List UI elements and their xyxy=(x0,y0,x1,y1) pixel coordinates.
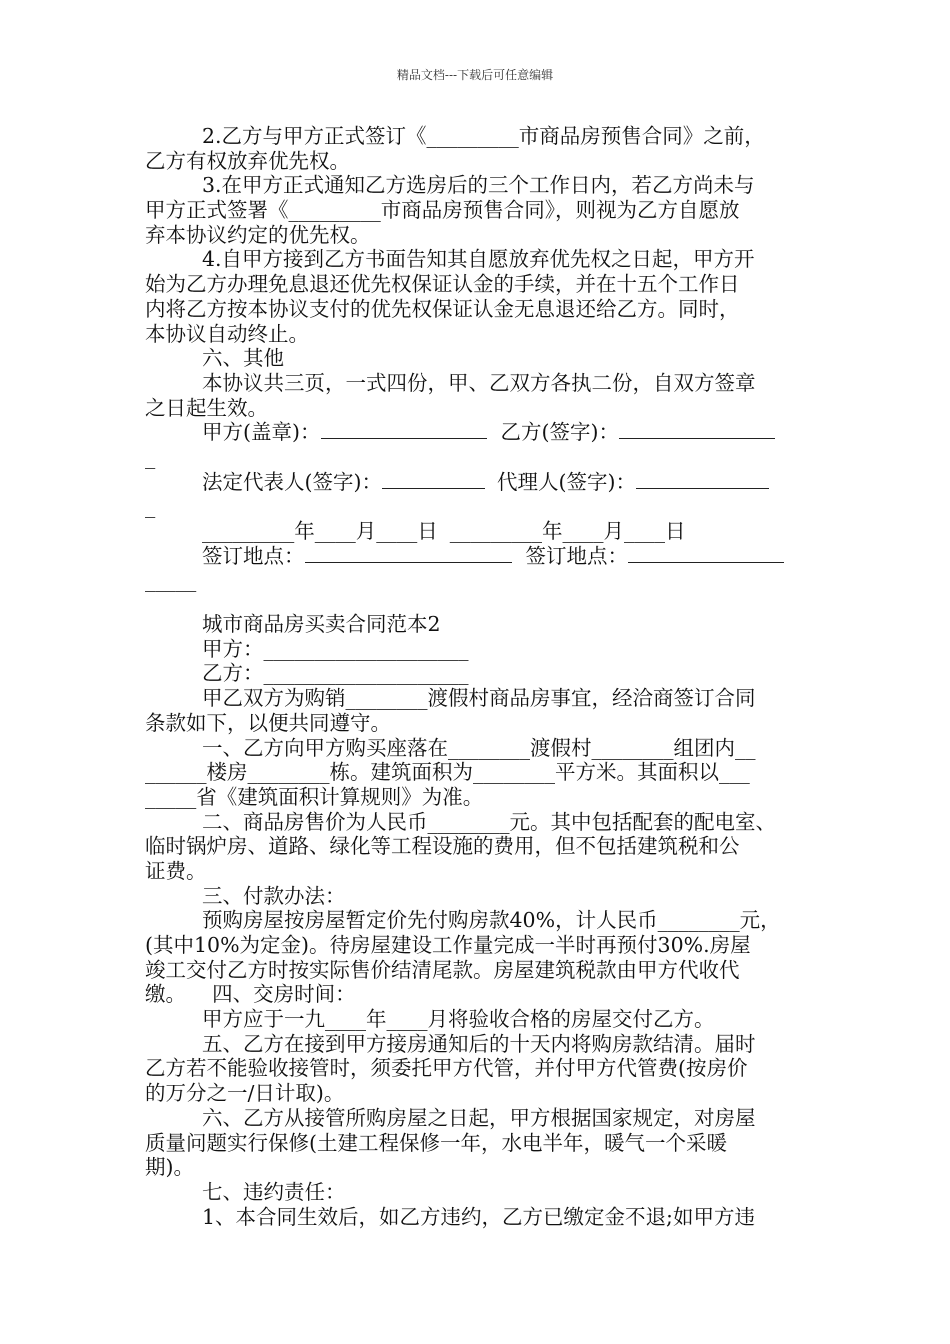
paragraph-line: 临时锅炉房、道路、绿化等工程设施的费用，但不包括建筑税和公 xyxy=(145,834,740,859)
paragraph-line: ______楼房________栋。建筑面积为________平方米。其面积以___ xyxy=(145,760,750,785)
paragraph-line: 七、违约责任： xyxy=(202,1179,346,1204)
paragraph-line: 六、其他 xyxy=(202,346,284,371)
signature-row-rep xyxy=(145,470,813,495)
paragraph-line: 甲方：____________________ xyxy=(202,636,469,661)
date-field-b[interactable]: _________年____月____日 xyxy=(449,519,686,543)
legal-rep-field[interactable] xyxy=(382,470,485,489)
trailing-underscore: _ xyxy=(145,494,156,519)
place-field-a[interactable] xyxy=(305,544,512,563)
place-label-b: 签订地点： xyxy=(525,543,628,568)
paragraph-line: 甲方正式签署《_________市商品房预售合同》，则视为乙方自愿放 xyxy=(145,198,740,223)
agent-field[interactable] xyxy=(636,470,769,489)
paragraph-line: 五、乙方在接到甲方接房通知后的十天内将购房款结清。届时 xyxy=(202,1031,756,1056)
signature-row-place xyxy=(145,544,813,569)
paragraph-line: 城市商品房买卖合同范本2 xyxy=(202,612,441,637)
signature-row-seal xyxy=(145,420,813,445)
contract-template-block xyxy=(145,612,813,1229)
paragraph-line: 乙方有权放弃优先权。 xyxy=(145,148,350,173)
party-a-seal-field[interactable] xyxy=(321,420,487,439)
trailing-underscore: _____ xyxy=(145,568,197,593)
paragraph-line: 乙方：____________________ xyxy=(202,661,469,686)
paragraph-line: 六、乙方从接管所购房屋之日起，甲方根据国家规定，对房屋 xyxy=(202,1105,756,1130)
paragraph-line: (其中10%为定金)。待房屋建设工作量完成一半时再预付30%.房屋 xyxy=(145,933,751,957)
paragraph-line: 一、乙方向甲方购买座落在________渡假村________组团内__ xyxy=(202,735,756,760)
signature-row-date xyxy=(145,519,813,544)
paragraph-line: 三、付款办法： xyxy=(202,883,346,908)
agent-label: 代理人(签字)： xyxy=(497,469,636,494)
trailing-underscore: _ xyxy=(145,444,156,469)
paragraph-line: 之日起生效。 xyxy=(145,395,268,420)
paragraph-line: 2.乙方与甲方正式签订《_________市商品房预售合同》之前， xyxy=(202,124,765,148)
paragraph-line: 证费。 xyxy=(145,858,207,883)
party-a-seal-label: 甲方(盖章)： xyxy=(202,420,321,445)
paragraph-line: 本协议自动终止。 xyxy=(145,321,309,346)
paragraph-line: 内将乙方按本协议支付的优先权保证认金无息退还给乙方。同时， xyxy=(145,296,740,321)
paragraph-line: 缴。 四、交房时间： xyxy=(145,982,356,1007)
party-b-sign-field[interactable] xyxy=(619,420,775,439)
document-body xyxy=(145,124,813,1229)
paragraph-line: 二、商品房售价为人民币________元。其中包括配套的配电室、 xyxy=(202,809,776,834)
date-field-a[interactable]: _________年____月____日 xyxy=(202,519,438,543)
place-label-a: 签订地点： xyxy=(202,543,305,568)
paragraph-line: 乙方若不能验收接管时，须委托甲方代管，并付甲方代管费(按房价 xyxy=(145,1056,748,1081)
party-b-sign-label: 乙方(签字)： xyxy=(500,420,619,445)
paragraph-line: 期)。 xyxy=(145,1155,194,1180)
paragraph-line: 质量问题实行保修(土建工程保修一年，水电半年，暖气一个采暖 xyxy=(145,1130,727,1155)
legal-rep-label: 法定代表人(签字)： xyxy=(202,469,382,494)
signature-block xyxy=(145,420,813,593)
paragraph-line: 弃本协议约定的优先权。 xyxy=(145,222,371,247)
place-field-b[interactable] xyxy=(628,544,784,563)
page-header: 精品文档---下载后可任意编辑 xyxy=(396,68,554,82)
paragraph-line: 预购房屋按房屋暂定价先付购房款40%，计人民币________元， xyxy=(202,908,781,933)
clause-block xyxy=(145,124,813,420)
paragraph-line: _____省《建筑面积计算规则》为准。 xyxy=(145,784,484,809)
paragraph-line: 的万分之一/日计取)。 xyxy=(145,1081,345,1106)
paragraph-line: 条款如下，以便共同遵守。 xyxy=(145,710,391,735)
paragraph-line: 3.在甲方正式通知乙方选房后的三个工作日内，若乙方尚未与 xyxy=(202,173,755,198)
paragraph-line: 竣工交付乙方时按实际售价结清尾款。房屋建筑税款由甲方代收代 xyxy=(145,957,740,982)
paragraph-line: 4.自甲方接到乙方书面告知其自愿放弃优先权之日起，甲方开 xyxy=(202,247,755,272)
paragraph-line: 甲乙双方为购销________渡假村商品房事宜，经洽商签订合同 xyxy=(202,686,756,711)
paragraph-line: 始为乙方办理免息退还优先权保证认金的手续，并在十五个工作日 xyxy=(145,272,740,297)
paragraph-line: 本协议共三页，一式四份，甲、乙双方各执二份，自双方签章 xyxy=(202,370,756,395)
paragraph-line: 甲方应于一九____年____月将验收合格的房屋交付乙方。 xyxy=(202,1007,715,1032)
paragraph-line: 1、本合同生效后，如乙方违约，乙方已缴定金不退;如甲方违 xyxy=(202,1204,755,1229)
